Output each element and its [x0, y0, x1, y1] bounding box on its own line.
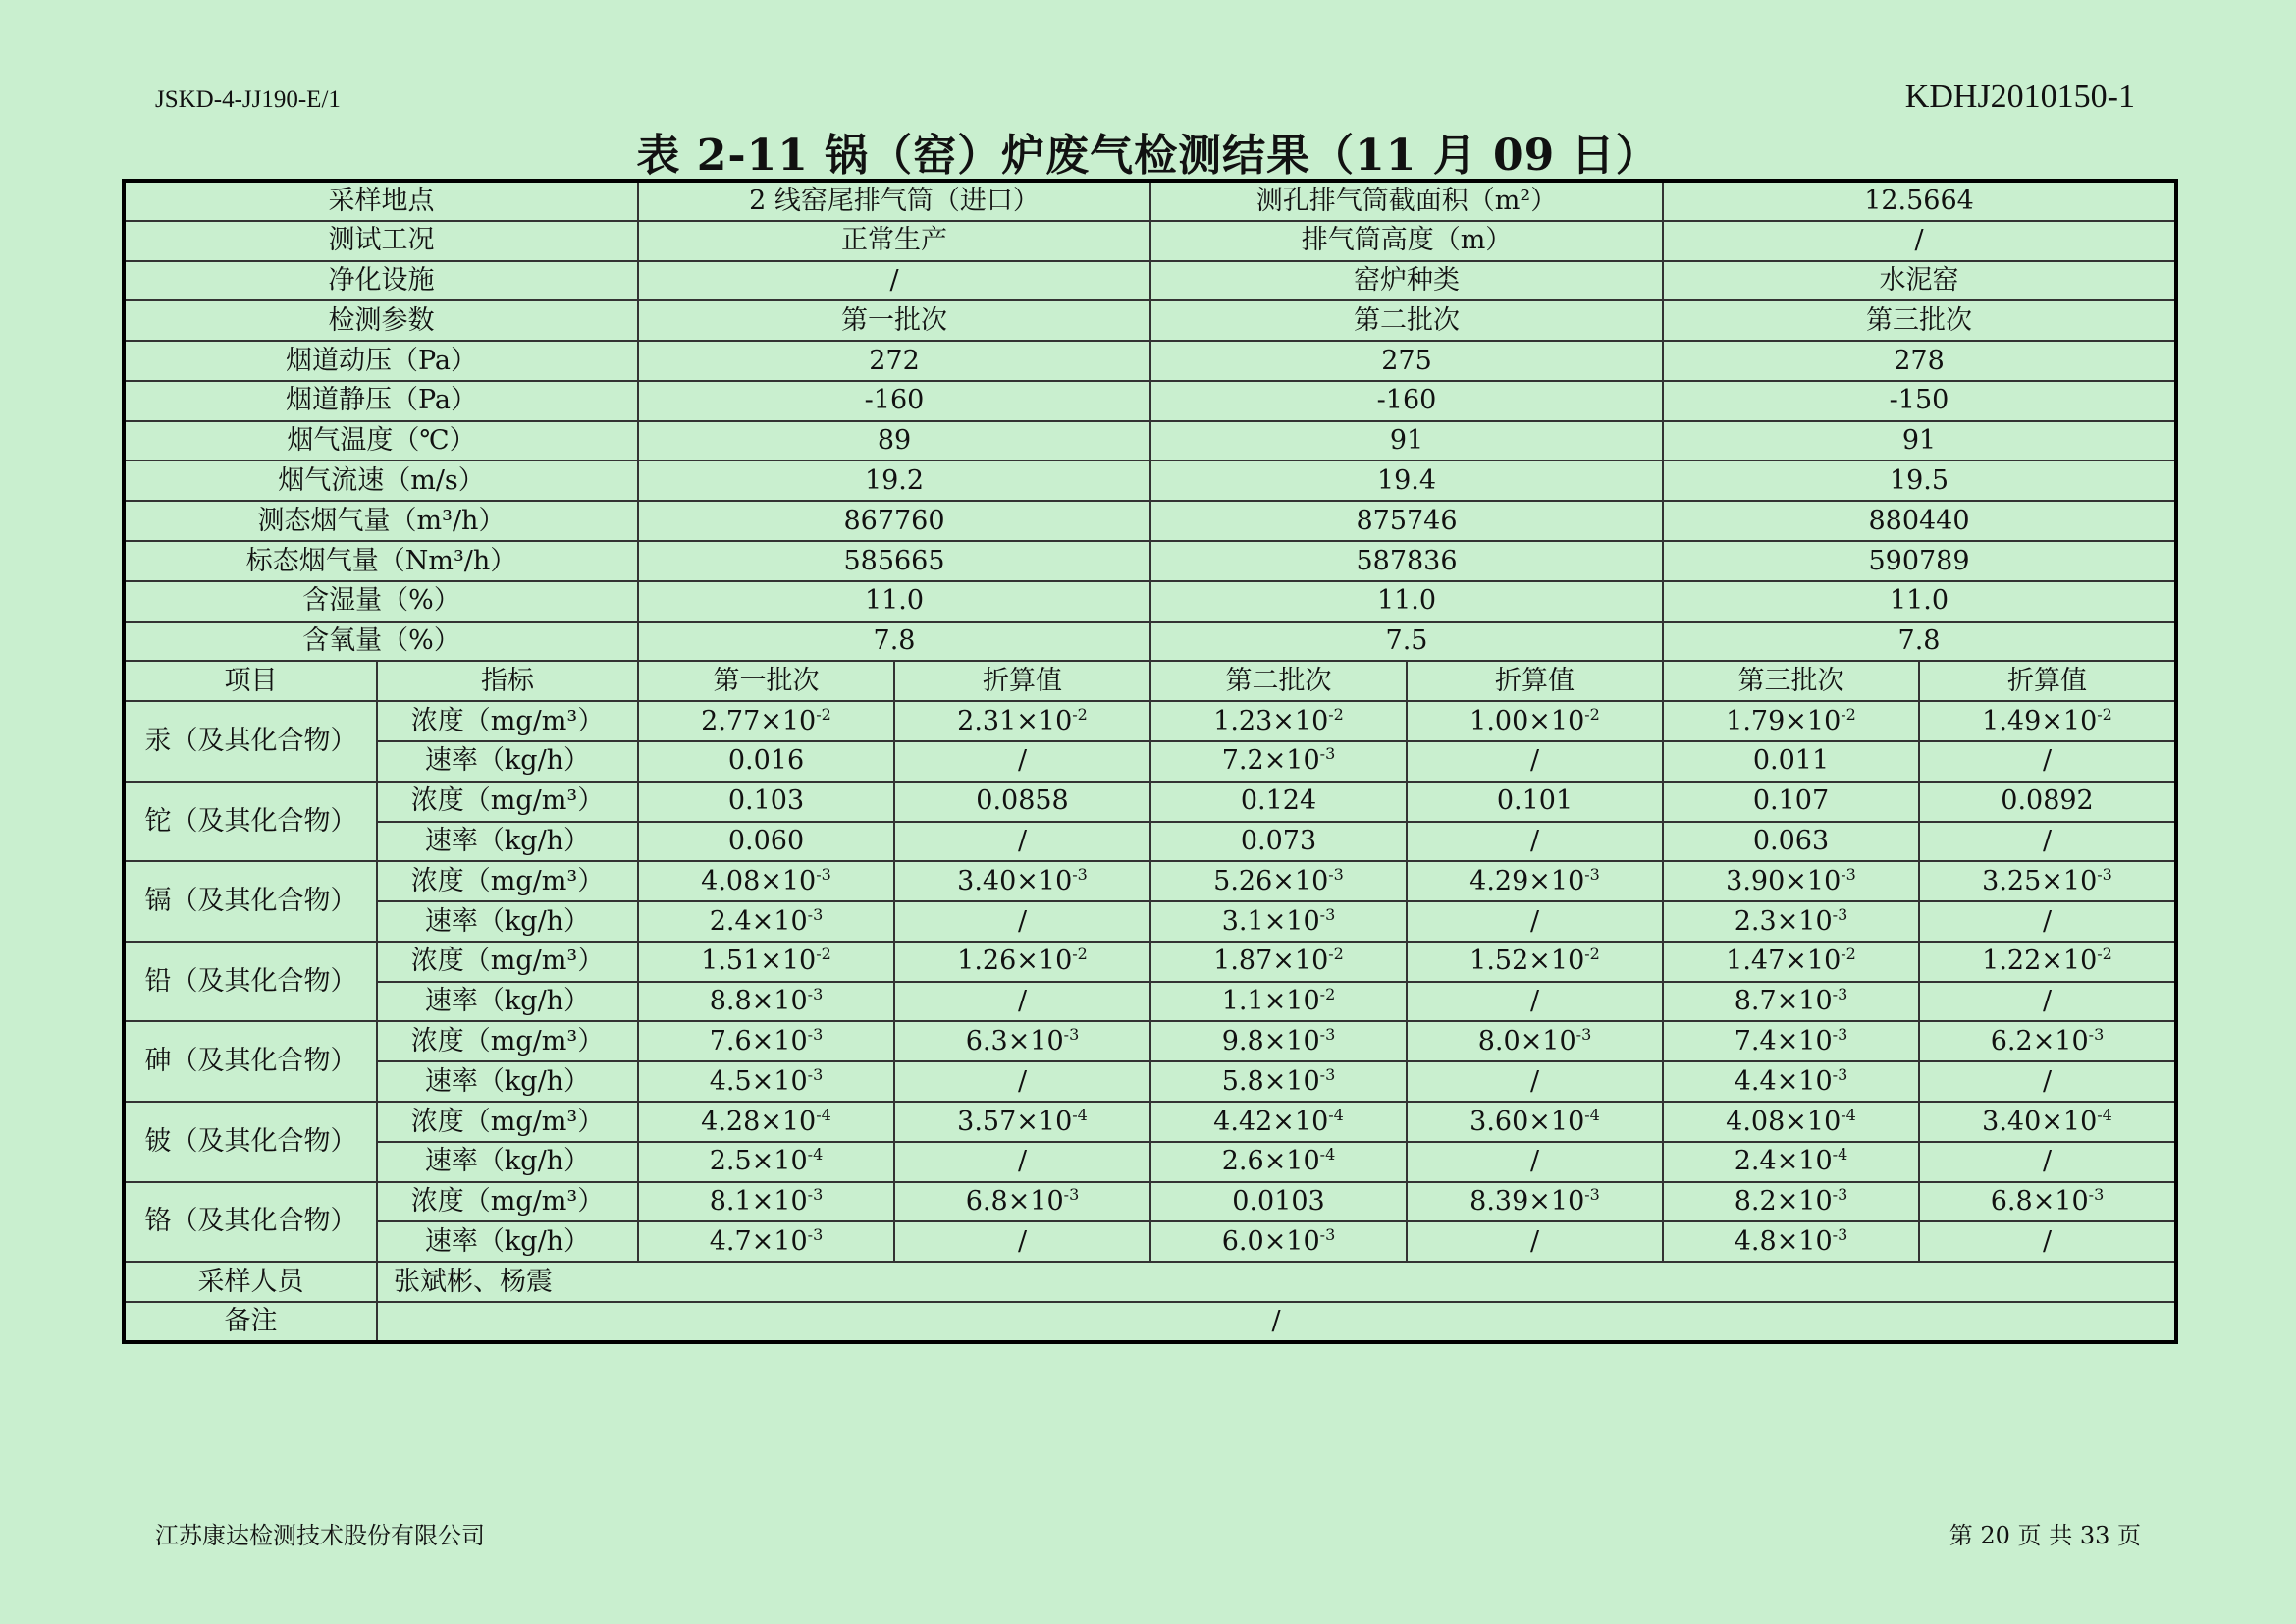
metric-row: [124, 1221, 2176, 1262]
metric-value: $8.0\times 10^{-3}$: [1407, 1021, 1663, 1061]
metric-indicator: 速率（kg/h）: [377, 1061, 638, 1102]
metric-indicator: 浓度（mg/m³）: [377, 861, 638, 901]
column-header: 第三批次: [1663, 661, 1919, 701]
report-number: KDHJ2010150-1: [1904, 79, 2135, 115]
info-value: 窑炉种类: [1150, 261, 1663, 301]
info-value: 排气筒高度（m）: [1150, 221, 1663, 261]
info-value: 19.4: [1150, 460, 1663, 501]
metric-value: $3.40\times 10^{-4}$: [1919, 1102, 2176, 1142]
metric-value: $2.77\times 10^{-2}$: [638, 701, 894, 741]
metric-value: /: [1919, 1142, 2176, 1182]
metric-value: /: [1919, 1061, 2176, 1102]
metric-value: 0.101: [1407, 782, 1663, 822]
info-row: [124, 341, 2176, 381]
metric-value: $1.1\times 10^{-2}$: [1150, 982, 1407, 1022]
metric-name: 铬（及其化合物）: [124, 1182, 377, 1263]
metric-value: $2.3\times 10^{-3}$: [1663, 901, 1919, 942]
metric-value: $6.8\times 10^{-3}$: [1919, 1182, 2176, 1222]
info-value: 11.0: [1150, 581, 1663, 622]
info-value: 275: [1150, 341, 1663, 381]
remarks-value: /: [377, 1302, 2176, 1342]
metric-name: 汞（及其化合物）: [124, 701, 377, 782]
info-value: 第三批次: [1663, 300, 2176, 341]
metric-name: 铅（及其化合物）: [124, 942, 377, 1022]
metric-value: /: [894, 822, 1150, 862]
metric-value: $2.31\times 10^{-2}$: [894, 701, 1150, 741]
metric-value: $2.6\times 10^{-4}$: [1150, 1142, 1407, 1182]
metric-name: 铊（及其化合物）: [124, 782, 377, 862]
info-label: 烟气流速（m/s）: [124, 460, 638, 501]
info-value: 875746: [1150, 501, 1663, 541]
info-label: 含湿量（%）: [124, 581, 638, 622]
info-value: 91: [1663, 421, 2176, 461]
results-table: [122, 179, 2178, 1344]
table-title: 表 2-11 锅（窑）炉废气检测结果（11 月 09 日）: [636, 131, 1660, 181]
metric-value: $7.6\times 10^{-3}$: [638, 1021, 894, 1061]
remarks-label: 备注: [124, 1302, 377, 1342]
info-label: 烟道静压（Pa）: [124, 381, 638, 421]
metric-value: /: [894, 1061, 1150, 1102]
info-value: 7.8: [638, 622, 1150, 662]
metric-value: $1.26\times 10^{-2}$: [894, 942, 1150, 982]
metric-value: $2.4\times 10^{-3}$: [638, 901, 894, 942]
metric-indicator: 速率（kg/h）: [377, 741, 638, 782]
info-value: -160: [638, 381, 1150, 421]
info-value: 278: [1663, 341, 2176, 381]
metric-indicator: 浓度（mg/m³）: [377, 1102, 638, 1142]
column-header: 指标: [377, 661, 638, 701]
metric-value: 0.063: [1663, 822, 1919, 862]
metric-row: [124, 982, 2176, 1022]
metric-row: [124, 942, 2176, 982]
info-value: 水泥窑: [1663, 261, 2176, 301]
metric-value: $3.40\times 10^{-3}$: [894, 861, 1150, 901]
metric-value: $4.42\times 10^{-4}$: [1150, 1102, 1407, 1142]
metric-value: 0.0892: [1919, 782, 2176, 822]
metric-indicator: 浓度（mg/m³）: [377, 1182, 638, 1222]
metric-value: 0.016: [638, 741, 894, 782]
column-header: 项目: [124, 661, 377, 701]
info-row: [124, 501, 2176, 541]
metric-value: 0.124: [1150, 782, 1407, 822]
metric-value: $1.79\times 10^{-2}$: [1663, 701, 1919, 741]
info-value: 867760: [638, 501, 1150, 541]
info-value: 585665: [638, 541, 1150, 581]
metric-value: /: [1919, 741, 2176, 782]
info-label: 检测参数: [124, 300, 638, 341]
column-header: 折算值: [894, 661, 1150, 701]
metric-indicator: 速率（kg/h）: [377, 901, 638, 942]
metric-row: [124, 741, 2176, 782]
metric-value: 0.0858: [894, 782, 1150, 822]
info-value: -160: [1150, 381, 1663, 421]
info-row: [124, 381, 2176, 421]
metric-value: $7.2\times 10^{-3}$: [1150, 741, 1407, 782]
metric-value: /: [1407, 1221, 1663, 1262]
info-row: [124, 421, 2176, 461]
metric-indicator: 速率（kg/h）: [377, 822, 638, 862]
info-row: [124, 581, 2176, 622]
info-label: 烟气温度（℃）: [124, 421, 638, 461]
metric-value: $3.57\times 10^{-4}$: [894, 1102, 1150, 1142]
metric-name: 铍（及其化合物）: [124, 1102, 377, 1182]
info-value: 11.0: [1663, 581, 2176, 622]
info-label: 标态烟气量（Nm³/h）: [124, 541, 638, 581]
metric-name: 砷（及其化合物）: [124, 1021, 377, 1102]
info-label: 测试工况: [124, 221, 638, 261]
metric-value: /: [1407, 982, 1663, 1022]
metric-value: $6.2\times 10^{-3}$: [1919, 1021, 2176, 1061]
samplers-row: [124, 1262, 2176, 1302]
metric-value: /: [1919, 982, 2176, 1022]
metric-row: [124, 1061, 2176, 1102]
page-number: 第 20 页 共 33 页: [1949, 1522, 2141, 1549]
metric-value: $8.1\times 10^{-3}$: [638, 1182, 894, 1222]
info-value: -150: [1663, 381, 2176, 421]
metric-indicator: 浓度（mg/m³）: [377, 942, 638, 982]
metric-value: $8.7\times 10^{-3}$: [1663, 982, 1919, 1022]
metric-value: $1.23\times 10^{-2}$: [1150, 701, 1407, 741]
metric-value: /: [894, 901, 1150, 942]
column-header-row: [124, 661, 2176, 701]
info-row: [124, 622, 2176, 662]
metric-value: $8.8\times 10^{-3}$: [638, 982, 894, 1022]
metric-row: [124, 1102, 2176, 1142]
metric-value: 0.103: [638, 782, 894, 822]
column-header: 折算值: [1407, 661, 1663, 701]
metric-value: /: [894, 1221, 1150, 1262]
info-row: [124, 460, 2176, 501]
metric-row: [124, 861, 2176, 901]
document-code: JSKD-4-JJ190-E/1: [155, 86, 341, 113]
metric-value: $4.7\times 10^{-3}$: [638, 1221, 894, 1262]
metric-value: $8.39\times 10^{-3}$: [1407, 1182, 1663, 1222]
metric-value: $1.49\times 10^{-2}$: [1919, 701, 2176, 741]
metric-value: /: [1919, 901, 2176, 942]
metric-value: /: [1407, 822, 1663, 862]
metric-value: $4.5\times 10^{-3}$: [638, 1061, 894, 1102]
metric-value: $6.8\times 10^{-3}$: [894, 1182, 1150, 1222]
metric-value: $1.52\times 10^{-2}$: [1407, 942, 1663, 982]
metric-value: /: [1919, 822, 2176, 862]
metric-value: $9.8\times 10^{-3}$: [1150, 1021, 1407, 1061]
metric-value: $3.25\times 10^{-3}$: [1919, 861, 2176, 901]
column-header: 第二批次: [1150, 661, 1407, 701]
metric-indicator: 速率（kg/h）: [377, 1142, 638, 1182]
metric-indicator: 浓度（mg/m³）: [377, 1021, 638, 1061]
metric-value: $4.28\times 10^{-4}$: [638, 1102, 894, 1142]
metric-row: [124, 901, 2176, 942]
info-label: 烟道动压（Pa）: [124, 341, 638, 381]
metric-value: 0.073: [1150, 822, 1407, 862]
info-value: 590789: [1663, 541, 2176, 581]
metric-value: $3.90\times 10^{-3}$: [1663, 861, 1919, 901]
info-value: 第二批次: [1150, 300, 1663, 341]
metric-indicator: 速率（kg/h）: [377, 982, 638, 1022]
metric-value: 0.107: [1663, 782, 1919, 822]
info-value: 880440: [1663, 501, 2176, 541]
column-header: 折算值: [1919, 661, 2176, 701]
info-row: [124, 300, 2176, 341]
metric-value: $1.00\times 10^{-2}$: [1407, 701, 1663, 741]
metric-value: $5.26\times 10^{-3}$: [1150, 861, 1407, 901]
metric-value: $1.51\times 10^{-2}$: [638, 942, 894, 982]
metric-value: $3.1\times 10^{-3}$: [1150, 901, 1407, 942]
metric-row: [124, 701, 2176, 741]
metric-value: $4.8\times 10^{-3}$: [1663, 1221, 1919, 1262]
metric-value: $4.08\times 10^{-4}$: [1663, 1102, 1919, 1142]
info-value: 587836: [1150, 541, 1663, 581]
info-value: 272: [638, 341, 1150, 381]
metric-value: $5.8\times 10^{-3}$: [1150, 1061, 1407, 1102]
metric-value: /: [894, 1142, 1150, 1182]
metric-value: $1.47\times 10^{-2}$: [1663, 942, 1919, 982]
info-row: [124, 181, 2176, 221]
info-value: 11.0: [638, 581, 1150, 622]
info-value: 12.5664: [1663, 181, 2176, 221]
metric-value: $2.4\times 10^{-4}$: [1663, 1142, 1919, 1182]
column-header: 第一批次: [638, 661, 894, 701]
metric-row: [124, 1142, 2176, 1182]
metric-value: /: [1407, 1061, 1663, 1102]
metric-value: /: [1407, 741, 1663, 782]
samplers-value: 张斌彬、杨震: [377, 1262, 2176, 1302]
info-value: 正常生产: [638, 221, 1150, 261]
metric-value: $1.22\times 10^{-2}$: [1919, 942, 2176, 982]
metric-value: $6.3\times 10^{-3}$: [894, 1021, 1150, 1061]
metric-value: /: [1919, 1221, 2176, 1262]
metric-value: /: [894, 741, 1150, 782]
info-label: 净化设施: [124, 261, 638, 301]
metric-row: [124, 1182, 2176, 1222]
metric-value: $8.2\times 10^{-3}$: [1663, 1182, 1919, 1222]
metric-value: /: [1407, 901, 1663, 942]
info-value: 第一批次: [638, 300, 1150, 341]
info-value: 19.2: [638, 460, 1150, 501]
metric-indicator: 浓度（mg/m³）: [377, 782, 638, 822]
info-value: 91: [1150, 421, 1663, 461]
company-name: 江苏康达检测技术股份有限公司: [155, 1522, 485, 1549]
info-label: 采样地点: [124, 181, 638, 221]
info-label: 测态烟气量（m³/h）: [124, 501, 638, 541]
info-value: 89: [638, 421, 1150, 461]
info-value: 测孔排气筒截面积（m²）: [1150, 181, 1663, 221]
metric-value: /: [1407, 1142, 1663, 1182]
metric-value: /: [894, 982, 1150, 1022]
metric-value: $7.4\times 10^{-3}$: [1663, 1021, 1919, 1061]
metric-value: $1.87\times 10^{-2}$: [1150, 942, 1407, 982]
samplers-label: 采样人员: [124, 1262, 377, 1302]
info-value: 2 线窑尾排气筒（进口）: [638, 181, 1150, 221]
metric-indicator: 浓度（mg/m³）: [377, 701, 638, 741]
metric-indicator: 速率（kg/h）: [377, 1221, 638, 1262]
info-value: 19.5: [1663, 460, 2176, 501]
metric-value: $4.4\times 10^{-3}$: [1663, 1061, 1919, 1102]
metric-row: [124, 782, 2176, 822]
info-value: 7.5: [1150, 622, 1663, 662]
info-value: /: [638, 261, 1150, 301]
metric-row: [124, 1021, 2176, 1061]
metric-name: 镉（及其化合物）: [124, 861, 377, 942]
info-row: [124, 221, 2176, 261]
info-row: [124, 541, 2176, 581]
info-value: 7.8: [1663, 622, 2176, 662]
info-value: /: [1663, 221, 2176, 261]
metric-value: 0.0103: [1150, 1182, 1407, 1222]
metric-value: $2.5\times 10^{-4}$: [638, 1142, 894, 1182]
metric-value: $4.08\times 10^{-3}$: [638, 861, 894, 901]
remarks-row: [124, 1302, 2176, 1342]
metric-value: $6.0\times 10^{-3}$: [1150, 1221, 1407, 1262]
info-label: 含氧量（%）: [124, 622, 638, 662]
metric-value: 0.011: [1663, 741, 1919, 782]
info-row: [124, 261, 2176, 301]
metric-value: $3.60\times 10^{-4}$: [1407, 1102, 1663, 1142]
metric-value: 0.060: [638, 822, 894, 862]
metric-value: $4.29\times 10^{-3}$: [1407, 861, 1663, 901]
metric-row: [124, 822, 2176, 862]
